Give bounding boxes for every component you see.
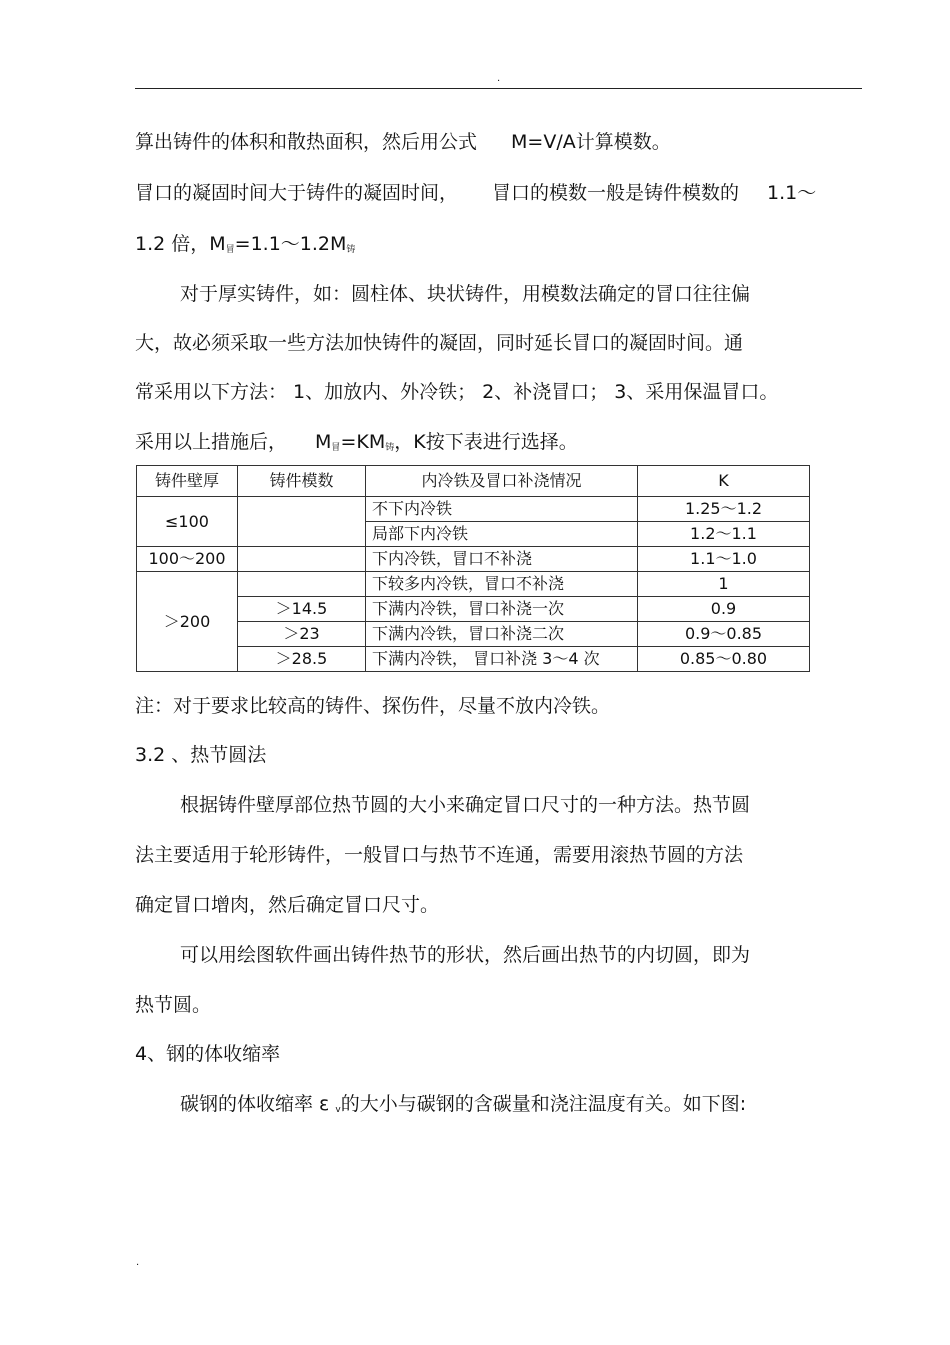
text-ratio-range: =1.1～1.2M	[234, 233, 347, 255]
paragraph-line-4: 对于厚实铸件，如：圆柱体、块状铸件，用模数法确定的冒口往往偏	[180, 283, 751, 305]
text-shrinkage-rest: 的大小与碳钢的含碳量和浇注温度有关。如下图:	[340, 1093, 747, 1115]
modulus-cell	[238, 547, 366, 572]
subscript-casting: 铸	[346, 245, 356, 255]
paragraph-hotspot-1: 根据铸件壁厚部位热节圆的大小来确定冒口尺寸的一种方法。热节圆	[180, 794, 751, 816]
paragraph-line-6: 常采用以下方法： 1、加放内、外冷铁； 2、补浇冒口； 3、采用保温冒口。	[135, 381, 779, 403]
group-thickness-gt200: ＞200	[137, 572, 238, 672]
text-km: =KM	[340, 431, 386, 453]
header-chill-condition: 内冷铁及冒口补浇情况	[366, 466, 638, 497]
modulus-cell	[238, 497, 366, 547]
header-casting-modulus: 铸件模数	[238, 466, 366, 497]
condition-cell: 下满内冷铁， 冒口补浇 3～4 次	[366, 647, 638, 672]
text-ratio: 1.2 倍，M	[135, 233, 226, 255]
paragraph-line-7	[135, 430, 578, 460]
table-row	[137, 597, 810, 622]
table-row	[137, 647, 810, 672]
group-thickness-le100: ≤100	[137, 497, 238, 547]
paragraph-hotspot-3: 确定冒口增肉，然后确定冒口尺寸。	[135, 894, 440, 916]
text-riser-time: 冒口的凝固时间大于铸件的凝固时间，	[135, 182, 459, 204]
k-factor-table	[136, 465, 810, 672]
paragraph-line-1	[135, 130, 671, 154]
k-cell: 0.9～0.85	[638, 622, 810, 647]
paragraph-line-5: 大，故必须采取一些方法加快铸件的凝固，同时延长冒口的凝固时间。通	[135, 332, 744, 354]
k-cell: 1.25～1.2	[638, 497, 810, 522]
paragraph-line-2	[135, 181, 816, 205]
header-dot: .	[497, 73, 501, 84]
condition-cell: 下内冷铁，冒口不补浇	[366, 547, 638, 572]
condition-cell: 局部下内冷铁	[366, 522, 638, 547]
table-header-row	[137, 466, 810, 497]
text-shrinkage-intro: 碳钢的体收缩率 ε	[180, 1093, 336, 1115]
modulus-cell: ＞28.5	[238, 647, 366, 672]
text-ratio-start: 1.1～	[767, 182, 817, 204]
paragraph-hotspot-4: 可以用绘图软件画出铸件热节的形状，然后画出热节的内切圆，即为	[180, 944, 751, 966]
table-row	[137, 497, 810, 522]
paragraph-hotspot-2: 法主要适用于轮形铸件，一般冒口与热节不连通，需要用滚热节圆的方法	[135, 844, 744, 866]
table-row	[137, 572, 810, 597]
subscript-riser-2: 冒	[331, 443, 341, 453]
section-heading-4: 4、钢的体收缩率	[135, 1043, 281, 1065]
modulus-cell: ＞23	[238, 622, 366, 647]
modulus-cell	[238, 572, 366, 597]
table-row	[137, 622, 810, 647]
condition-cell: 下满内冷铁，冒口补浇一次	[366, 597, 638, 622]
k-cell: 0.85～0.80	[638, 647, 810, 672]
k-cell: 0.9	[638, 597, 810, 622]
text-riser-modulus: 冒口的模数一般是铸件模数的	[492, 182, 740, 204]
condition-cell: 不下内冷铁	[366, 497, 638, 522]
header-rule	[135, 88, 862, 89]
k-cell: 1.2～1.1	[638, 522, 810, 547]
paragraph-shrinkage	[180, 1092, 746, 1122]
footer-dot: .	[136, 1257, 140, 1268]
text-formula-intro: 算出铸件的体积和散热面积，然后用公式	[135, 131, 478, 153]
header-k: K	[638, 466, 810, 497]
paragraph-line-3	[135, 232, 355, 262]
table-row	[137, 547, 810, 572]
text-k-select: ，K按下表进行选择。	[394, 431, 578, 453]
modulus-cell: ＞14.5	[238, 597, 366, 622]
subscript-riser: 冒	[225, 245, 235, 255]
subscript-v: v	[335, 1105, 341, 1115]
condition-cell: 下满内冷铁，冒口补浇二次	[366, 622, 638, 647]
section-heading-3-2: 3.2 、热节圆法	[135, 744, 267, 766]
text-measures: 采用以上措施后，	[135, 431, 288, 453]
k-cell: 1	[638, 572, 810, 597]
group-thickness-100-200: 100～200	[137, 547, 238, 572]
subscript-casting-2: 铸	[385, 443, 395, 453]
table-note: 注：对于要求比较高的铸件、探伤件，尽量不放内冷铁。	[135, 695, 611, 717]
condition-cell: 下较多内冷铁，冒口不补浇	[366, 572, 638, 597]
paragraph-hotspot-5: 热节圆。	[135, 994, 212, 1016]
text-formula: M=V/A计算模数。	[511, 131, 671, 153]
header-wall-thickness: 铸件壁厚	[137, 466, 238, 497]
k-cell: 1.1～1.0	[638, 547, 810, 572]
text-m: M	[315, 431, 332, 453]
